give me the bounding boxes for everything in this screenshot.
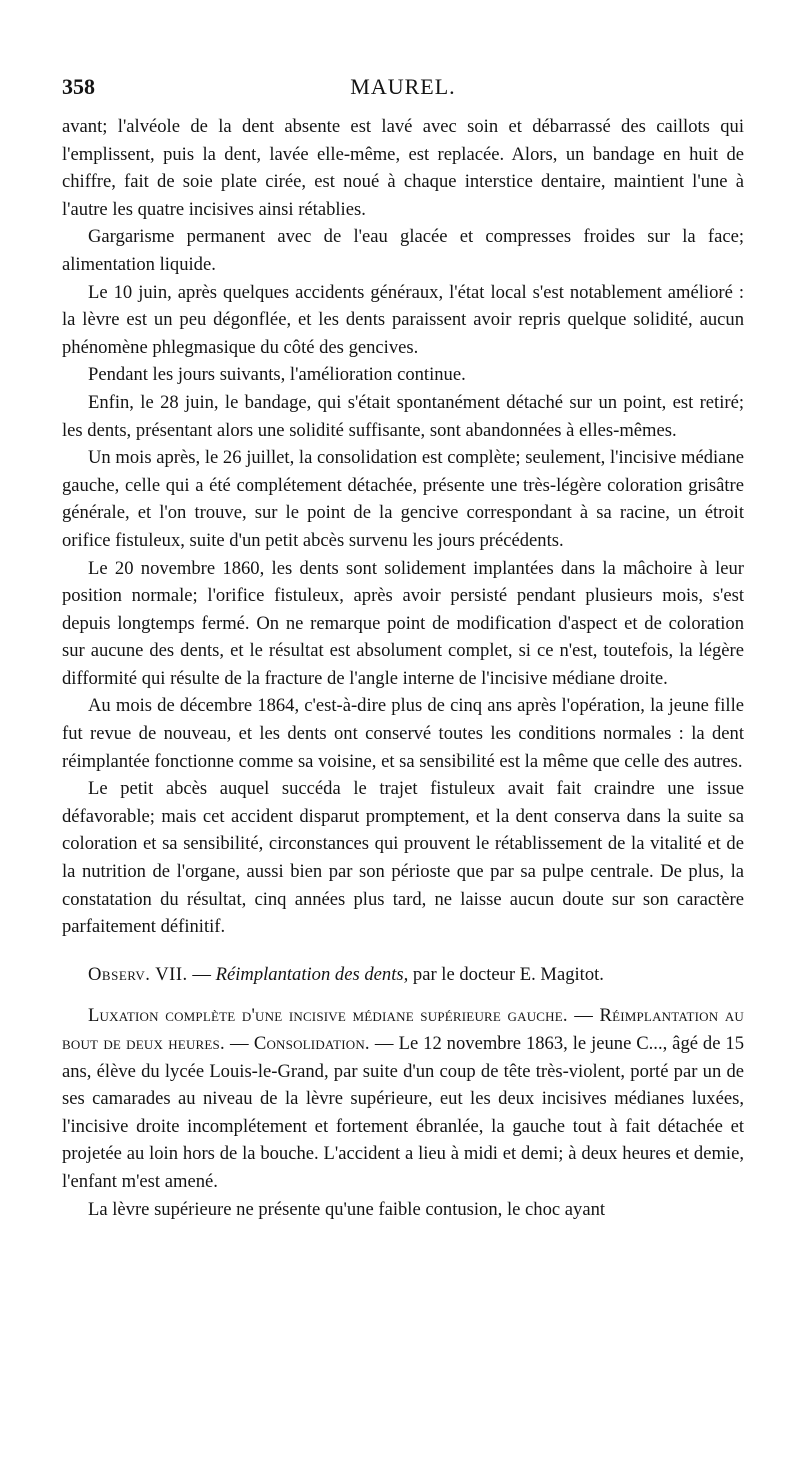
running-title: MAUREL. bbox=[350, 74, 456, 99]
case-text: Le 12 novembre 1863, le jeune C..., âgé de 15 ans, élève du lycée Louis-le-Grand, par suite d'un coup de tête très-violent, porté par un de ses camarades au niveau de la lèvre supérieure, eut les deux incisives médianes luxées, l'incisive droite incomplétement et fortement ébranlée, la gauche tout à fait détachée et projetée au loin hors de la bouche. L'accident a lieu à midi et demi; à deux heures et demie, l'enfant m'est amené. bbox=[62, 1033, 744, 1192]
case-paragraph bbox=[62, 1002, 744, 1195]
observation-label: Observ. VII. bbox=[88, 963, 188, 985]
paragraph: La lèvre supérieure ne présente qu'une faible contusion, le choc ayant bbox=[88, 1198, 606, 1220]
paragraph: avant; l'alvéole de la dent absente est lavé avec soin et débarrassé des caillots qui l'emplissent, puis la dent, lavée elle-même, est replacée. Alors, un bandage en huit de chiffre, fait de soie plate cirée, est noué à chaque interstice dentaire, maintient l'une à l'autre les quatre incisives ainsi rétablies. bbox=[62, 116, 744, 220]
paragraph: Le petit abcès auquel succéda le trajet fistuleux avait fait craindre une issue défavorable; mais cet accident disparut promptement, et la dent conserva dans la suite sa coloration et sa sensibilité, circonstances qui prouvent le rétablissement de la vitalité et de la nutrition de l'organe, aussi bien par son périoste que par sa pulpe centrale. De plus, la constatation du résultat, cinq années plus tard, ne laisse aucun doute sur son caractère parfaitement définitif. bbox=[62, 778, 744, 938]
paragraph: Gargarisme permanent avec de l'eau glacée et compresses froides sur la face; alimentation liquide. bbox=[62, 226, 744, 275]
paragraph: Enfin, le 28 juin, le bandage, qui s'était spontanément détaché sur un point, est retiré; les dents, présentant alors une solidité suffisante, sont abandonnées à elles-mêmes. bbox=[62, 391, 744, 441]
paragraph: Un mois après, le 26 juillet, la consolidation est complète; seulement, l'incisive médiane gauche, celle qui a été complétement détachée, présente une très-légère coloration grisâtre générale, et l'on trouve, sur le point de la gencive correspondant à sa racine, un étroit orifice fistuleux, suite d'un petit abcès survenu les jours précédents. bbox=[62, 447, 744, 551]
body-text bbox=[62, 113, 744, 1223]
page-header bbox=[62, 74, 744, 104]
paragraph: Le 20 novembre 1860, les dents sont solidement implantées dans la mâchoire à leur position normale; l'orifice fistuleux, après avoir persisté pendant plusieurs mois, s'est depuis longtemps fermé. On ne remarque point de modification d'aspect et de coloration sur aucune des dents, et le résultat est absolument complet, si ce n'est, toutefois, la légère difformité qui résulte de la fracture de l'angle interne de l'incisive médiane droite. bbox=[62, 557, 744, 689]
observation-title: Réimplantation des dents, bbox=[215, 963, 409, 985]
paragraph: Au mois de décembre 1864, c'est-à-dire plus de cinq ans après l'opération, la jeune fille fut revue de nouveau, et les dents ont conservé toutes les conditions normales : la dent réimplantée fonctionne comme sa voisine, et sa sensibilité est la même que celle des autres. bbox=[62, 695, 744, 772]
observation-heading bbox=[62, 961, 744, 989]
observation-dash: — bbox=[187, 963, 216, 985]
paragraph: Pendant les jours suivants, l'amélioration continue. bbox=[88, 364, 466, 386]
page-number: 358 bbox=[62, 74, 95, 99]
observation-author: par le docteur E. Magitot. bbox=[408, 963, 604, 985]
paragraph: Le 10 juin, après quelques accidents généraux, l'état local s'est notablement amélioré : la lèvre est un peu dégonflée, et les dents paraissent avoir repris quelque solidité, aucun phénomène phlegmasique du côté des gencives. bbox=[62, 281, 744, 358]
case-heading: Luxation complète d'une incisive médiane supérieure gauche. — Réimplantation au bout de deux heures. — Consolidation. — bbox=[62, 1005, 744, 1054]
